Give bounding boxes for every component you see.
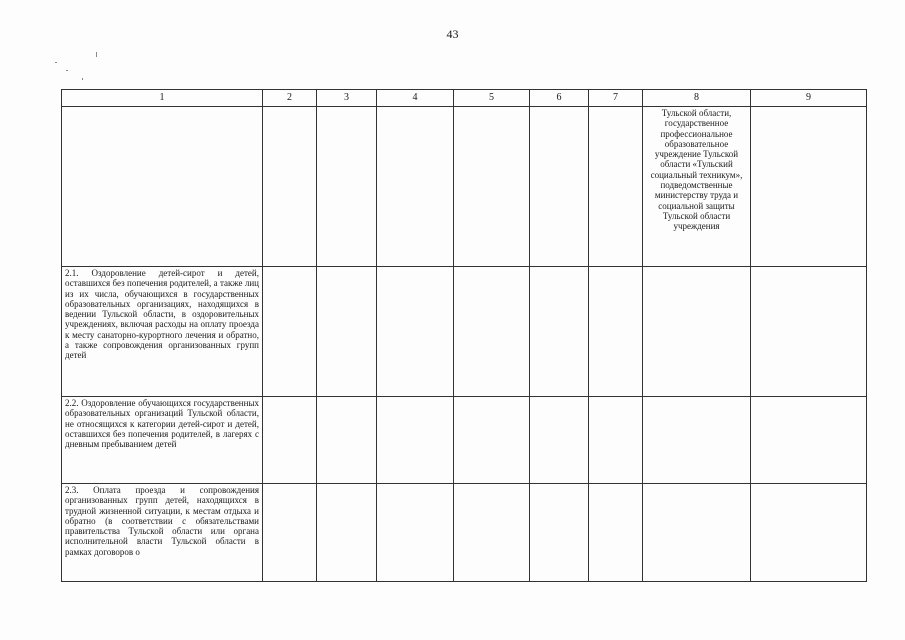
table-cell <box>263 107 317 267</box>
table-cell <box>454 107 530 267</box>
table-cell-measure: 2.2. Оздоровление обучающихся государственных образовательных организаций Тульской области, не относящихся к категории детей-сирот и детей, оставшихся без попечения родителей, в лагерях с дневным пребыванием детей <box>62 397 263 484</box>
table-cell <box>377 107 454 267</box>
table-cell <box>454 267 530 397</box>
table-cell <box>317 267 377 397</box>
table-row <box>62 484 867 582</box>
column-header: 7 <box>589 90 643 107</box>
table-cell <box>454 484 530 582</box>
column-header: 1 <box>62 90 263 107</box>
column-header: 6 <box>530 90 589 107</box>
table-cell <box>751 397 867 484</box>
column-header: 4 <box>377 90 454 107</box>
table-cell <box>377 484 454 582</box>
table-cell <box>263 397 317 484</box>
column-header: 5 <box>454 90 530 107</box>
scan-artifact <box>66 70 68 71</box>
scan-artifact <box>96 52 97 57</box>
header-row <box>62 90 867 107</box>
data-table <box>61 89 867 582</box>
table-cell <box>589 267 643 397</box>
table-cell <box>530 397 589 484</box>
table-cell <box>530 107 589 267</box>
column-header: 3 <box>317 90 377 107</box>
table-row <box>62 107 867 267</box>
table-cell <box>751 107 867 267</box>
table-cell <box>751 267 867 397</box>
table-cell <box>377 267 454 397</box>
table-cell <box>263 267 317 397</box>
column-header: 9 <box>751 90 867 107</box>
table-cell <box>317 107 377 267</box>
table-cell-measure: 2.1. Оздоровление детей-сирот и детей, оставшихся без попечения родителей, а также лиц из их числа, обучающихся в государственных образовательных организациях, находящихся в ведении Тульской области, в оздоровительных учреждениях, включая расходы на оплату проезда к месту санаторно-курортного лечения и обратно, а также сопровождения организованных групп детей <box>62 267 263 397</box>
table-cell-responsible: Тульской области, государственное профессиональное образовательное учреждение Тульской области «Тульский социальный техникум», подведомственные министерству труда и социальной защиты Тульской области учреждения <box>643 107 751 267</box>
table-cell <box>530 267 589 397</box>
table-cell <box>317 397 377 484</box>
table-cell <box>643 267 751 397</box>
table-cell <box>589 397 643 484</box>
scan-artifact <box>55 62 57 63</box>
column-header: 8 <box>643 90 751 107</box>
table-cell-measure: 2.3. Оплата проезда и сопровождения организованных групп детей, находящихся в трудной жизненной ситуации, к местам отдыха и обратно (в соответствии с обязательствами правительства Тульской области или органа исполнительной власти Тульской области в рамках договоров о <box>62 484 263 582</box>
table-cell <box>263 484 317 582</box>
table-cell <box>643 484 751 582</box>
table-cell <box>530 484 589 582</box>
table-cell <box>751 484 867 582</box>
table-cell <box>317 484 377 582</box>
table-cell <box>62 107 263 267</box>
table-cell <box>589 107 643 267</box>
scan-artifact <box>82 78 83 80</box>
table-row <box>62 397 867 484</box>
page-number: 43 <box>446 27 459 41</box>
column-header: 2 <box>263 90 317 107</box>
table-cell <box>589 484 643 582</box>
table-row <box>62 267 867 397</box>
table-cell <box>377 397 454 484</box>
table-cell <box>643 397 751 484</box>
table-cell <box>454 397 530 484</box>
